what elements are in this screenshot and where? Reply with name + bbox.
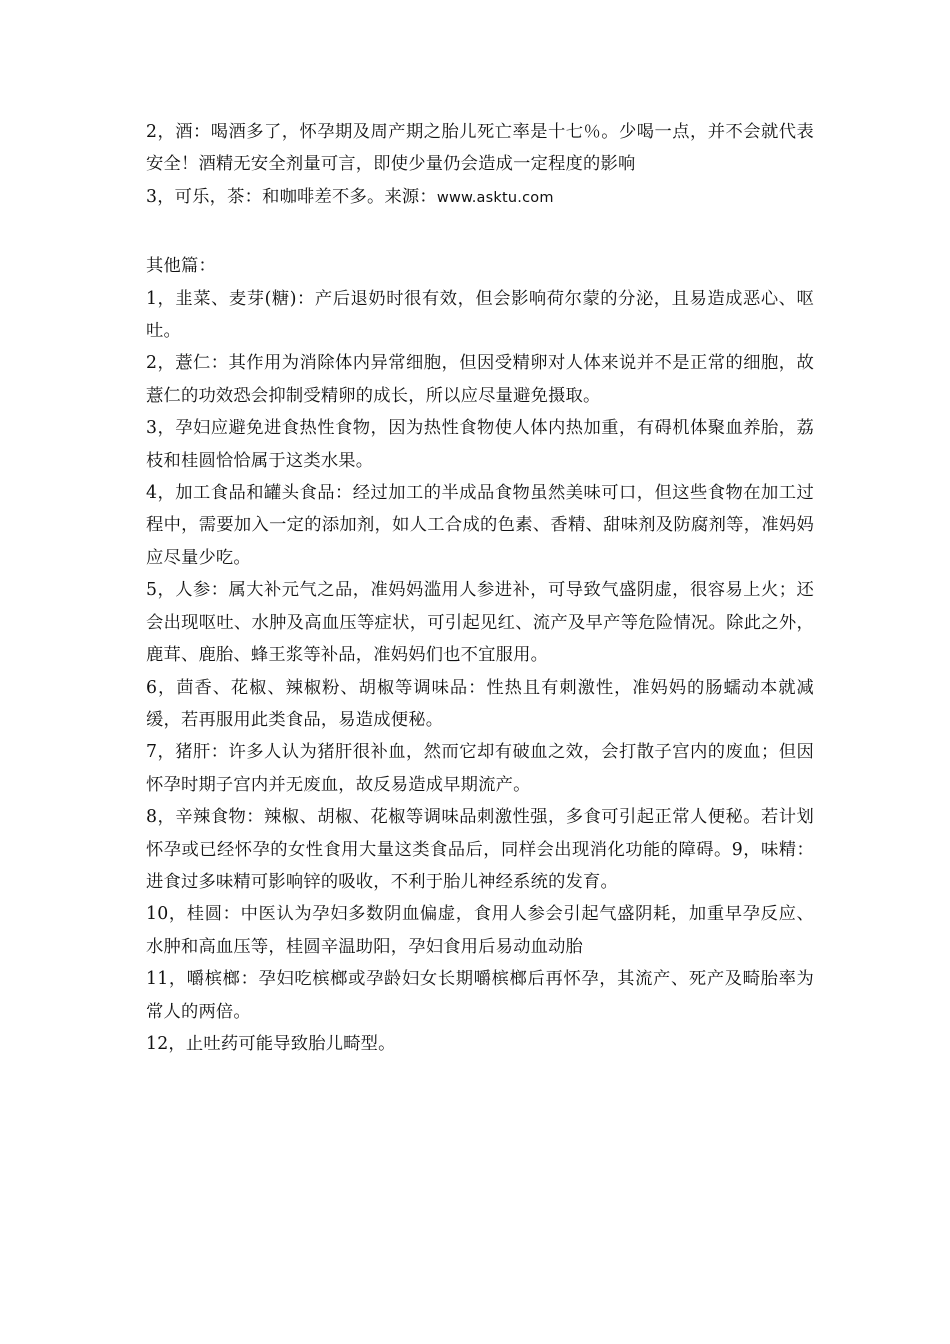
list-item-antiemetic: 12，止吐药可能导致胎儿畸型。 <box>146 1033 396 1054</box>
paragraph-alcohol: 2，酒：喝酒多了，怀孕期及周产期之胎儿死亡率是十七％。少喝一点，并不会就代表安全！酒精无安全剂量可言，即使少量仍会造成一定程度的影响 <box>146 122 814 175</box>
list-item-processed-food: 4，加工食品和罐头食品：经过加工的半成品食物虽然美味可口，但这些食物在加工过程中，需要加入一定的添加剂，如人工合成的色素、香精、甜味剂及防腐剂等，准妈妈应尽量少吃。 <box>146 483 814 568</box>
list-item-chives: 1，韭菜、麦芽(糖)：产后退奶时很有效，但会影响荷尔蒙的分泌，且易造成恶心、呕吐。 <box>146 288 814 342</box>
paragraph-spacer <box>146 214 814 250</box>
list-item-pork-liver: 7，猪肝：许多人认为猪肝很补血，然而它却有破血之效，会打散子宫内的废血；但因怀孕时期子宫内并无废血，故反易造成早期流产。 <box>146 742 814 795</box>
paragraph-cola-tea <box>146 181 814 214</box>
document-body <box>146 116 814 1060</box>
list-item-coix-seed: 2，薏仁：其作用为消除体内异常细胞，但因受精卵对人体来说并不是正常的细胞，故薏仁的功效恐会抑制受精卵的成长，所以应尽量避免摄取。 <box>146 353 814 406</box>
list-item-hot-foods: 3，孕妇应避免进食热性食物，因为热性食物使人体内热加重，有碍机体聚血养胎，荔枝和桂圆恰恰属于这类水果。 <box>146 418 814 471</box>
source-url: www.asktu.com <box>436 189 554 206</box>
list-item-spices: 6，茴香、花椒、辣椒粉、胡椒等调味品：性热且有刺激性，准妈妈的肠蠕动本就减缓，若再服用此类食品，易造成便秘。 <box>146 677 814 730</box>
cola-tea-text: 3，可乐，茶：和咖啡差不多。来源： <box>146 186 437 207</box>
section-title: 其他篇： <box>146 256 216 277</box>
list-item-longan: 10，桂圆：中医认为孕妇多数阴血偏虚，食用人参会引起气盛阴耗，加重早孕反应、水肿和高血压等，桂圆辛温助阳，孕妇食用后易动血动胎 <box>146 904 814 957</box>
list-item-betel-nut: 11，嚼槟榔：孕妇吃槟榔或孕龄妇女长期嚼槟榔后再怀孕，其流产、死产及畸胎率为常人的两倍。 <box>146 969 814 1022</box>
list-item-ginseng: 5，人参：属大补元气之品，准妈妈滥用人参进补，可导致气盛阴虚，很容易上火；还会出现呕吐、水肿及高血压等症状，可引起见红、流产及早产等危险情况。除此之外，鹿茸、鹿胎、蜂王浆等补品，准妈妈们也不宜服用。 <box>146 580 814 666</box>
list-item-spicy-food: 8，辛辣食物：辣椒、胡椒、花椒等调味品刺激性强，多食可引起正常人便秘。若计划怀孕或已经怀孕的女性食用大量这类食品后，同样会出现消化功能的障碍。9，味精：进食过多味精可影响锌的吸收，不利于胎儿神经系统的发育。 <box>146 807 814 892</box>
